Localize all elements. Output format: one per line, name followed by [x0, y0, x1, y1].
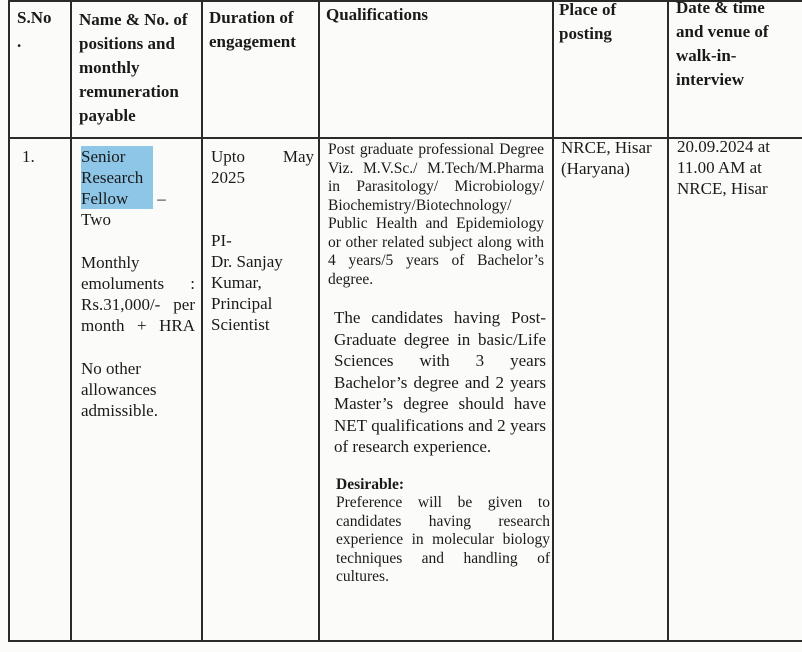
emoluments: Monthly emoluments : Rs.31,000/- per month + HRA [81, 253, 195, 335]
pi-name: Dr. Sanjay Kumar, Principal Scientist [211, 252, 283, 334]
header-sno [17, 6, 69, 54]
col-border-3 [318, 0, 320, 642]
row-sno: 1. [22, 147, 35, 166]
qualifications-cell [328, 141, 550, 587]
col-border-1 [70, 0, 72, 642]
no-other-allowances: No other allowances admissible. [81, 359, 158, 420]
duration-cell [211, 146, 314, 335]
desirable-text: Preference will be given to candidates having research experience in molecular biology techniques and handling of cultures. [336, 494, 550, 585]
interview-time: 11.00 AM at [677, 158, 762, 177]
col-border-5 [667, 0, 669, 642]
duration-upto: Upto May [211, 147, 314, 166]
header-place: Place of posting [559, 0, 617, 43]
header-duration: Duration of engagement [209, 8, 296, 51]
col-border-0 [8, 0, 10, 642]
pi-label: PI- [211, 231, 232, 250]
position-title [81, 146, 199, 230]
header-name: Name & No. of positions and monthly remuneration payable [79, 10, 188, 125]
header-sno-dot: . [17, 32, 22, 51]
header-qualifications: Qualifications [326, 5, 429, 24]
table-bottom-border [8, 640, 802, 642]
col-border-2 [201, 0, 203, 642]
place-cell: NRCE, Hisar (Haryana) [561, 138, 652, 178]
header-sno-label: S.No [17, 8, 52, 27]
qualification-alternate: The candidates having Post-Graduate degree in basic/Life Sciences with 3 years Bachelor’s degree and 2 years Master’s degree should have NET qualifications and 2 years of research experience. [334, 308, 546, 456]
position-highlighted: Senior Research Fellow [81, 146, 153, 209]
interview-cell [677, 136, 797, 199]
interview-date: 20.09.2024 at [677, 137, 771, 156]
col-border-4 [552, 0, 554, 642]
qualification-essential: Post graduate professional Degree Viz. M.V.Sc./ M.Tech/M.Pharma in Parasitology/ Microbiology/ Biochemistry/Biotechnology/ Public Health and Epidemiology or other related subject along with 4 years/5 years of Bachelor’s degree. [328, 141, 544, 288]
desirable-label: Desirable: [336, 475, 405, 493]
duration-year: 2025 [211, 168, 245, 187]
header-date: Date & time and venue of walk-in-interview [676, 0, 769, 89]
position-count: – Two [81, 189, 166, 229]
interview-venue: NRCE, Hisar [677, 179, 768, 198]
position-cell [81, 146, 199, 421]
